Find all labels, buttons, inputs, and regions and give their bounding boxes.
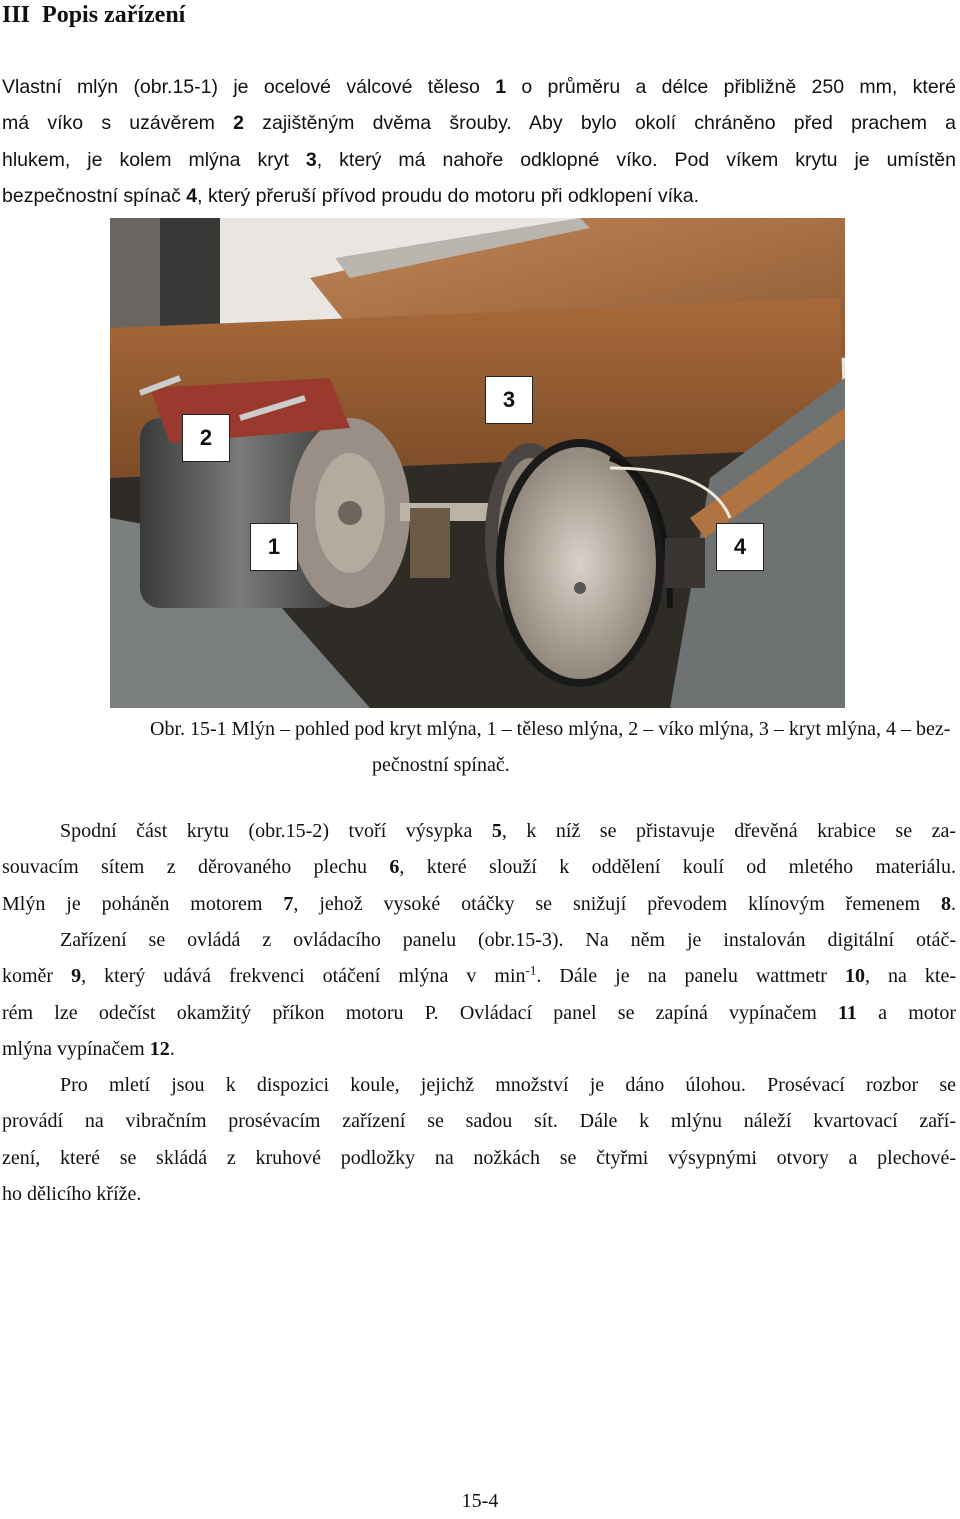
text-line: Spodní část krytu (obr.15-2) tvoří výsypka 5, k níž se přistavuje dřevěná krabice se za-	[60, 820, 956, 842]
photo-label-1: 1	[250, 523, 298, 571]
text-line: bezpečnostní spínač 4, který přeruší přívod proudu do motoru při odklopení víka.	[2, 184, 699, 207]
paragraph-intro	[2, 69, 956, 214]
text-line: Pro mletí jsou k dispozici koule, jejichž množství je dáno úlohou. Prosévací rozbor se	[60, 1074, 956, 1096]
text-line: mlýna vypínačem 12.	[2, 1037, 175, 1060]
paragraph-balls-sieving	[2, 1067, 956, 1212]
text-line: hlukem, je kolem mlýna kryt 3, který má nahoře odklopné víko. Pod víkem krytu je umístěn	[2, 148, 956, 171]
text-line: koměr 9, který udává frekvenci otáčení mlýna v $\min^{-1}$. Dále je na panelu wattmetr 10, na kte-	[2, 962, 957, 988]
text-line: Mlýn je poháněn motorem 7, jehož vysoké otáčky se snižují převodem klínovým řemenem 8.	[2, 892, 957, 915]
text-line: provádí na vibračním prosévacím zařízení se sadou sít. Dále k mlýnu náleží kvartovací zaří-	[2, 1110, 956, 1133]
photo-label-4: 4	[716, 523, 764, 571]
paragraph-lower-cover	[2, 813, 956, 922]
caption-line: pečnostní spínač.	[372, 754, 510, 776]
mill-photo	[110, 218, 845, 708]
section-number: III	[2, 2, 31, 28]
section-heading	[2, 0, 185, 30]
text-line: zení, které se skládá z kruhové podložky na nožkách se čtyřmi výsypnými otvory a plechové-	[2, 1146, 956, 1169]
paragraph-control-panel	[2, 922, 956, 1067]
photo-label-2: 2	[182, 414, 230, 462]
photo-label-3: 3	[485, 376, 533, 424]
caption-line: Obr. 15-1 Mlýn – pohled pod kryt mlýna, 1 – těleso mlýna, 2 – víko mlýna, 3 – kryt mlýna, 4 – bez-	[150, 718, 951, 740]
text-line: ho dělicího kříže.	[2, 1182, 142, 1205]
section-title: Popis zařízení	[42, 2, 186, 28]
text-line: Zařízení se ovládá z ovládacího panelu (obr.15-3). Na něm je instalován digitální otáč-	[60, 929, 956, 951]
text-line: souvacím sítem z děrovaného plechu 6, které slouží k oddělení koulí od mletého materiálu.	[2, 856, 956, 879]
figure-caption	[150, 711, 950, 783]
text-line: rém lze odečíst okamžitý příkon motoru P. Ovládací panel se zapíná vypínačem 11 a motor	[2, 1001, 956, 1024]
text-line: má víko s uzávěrem 2 zajištěným dvěma šrouby. Aby bylo okolí chráněno před prachem a	[2, 112, 957, 135]
mill-photo-illustration	[110, 218, 845, 708]
page-number: 15-4	[461, 1490, 499, 1512]
text-line: Vlastní mlýn (obr.15-1) je ocelové válcové těleso 1 o průměru a délce přibližně 250 mm, které	[2, 76, 957, 98]
